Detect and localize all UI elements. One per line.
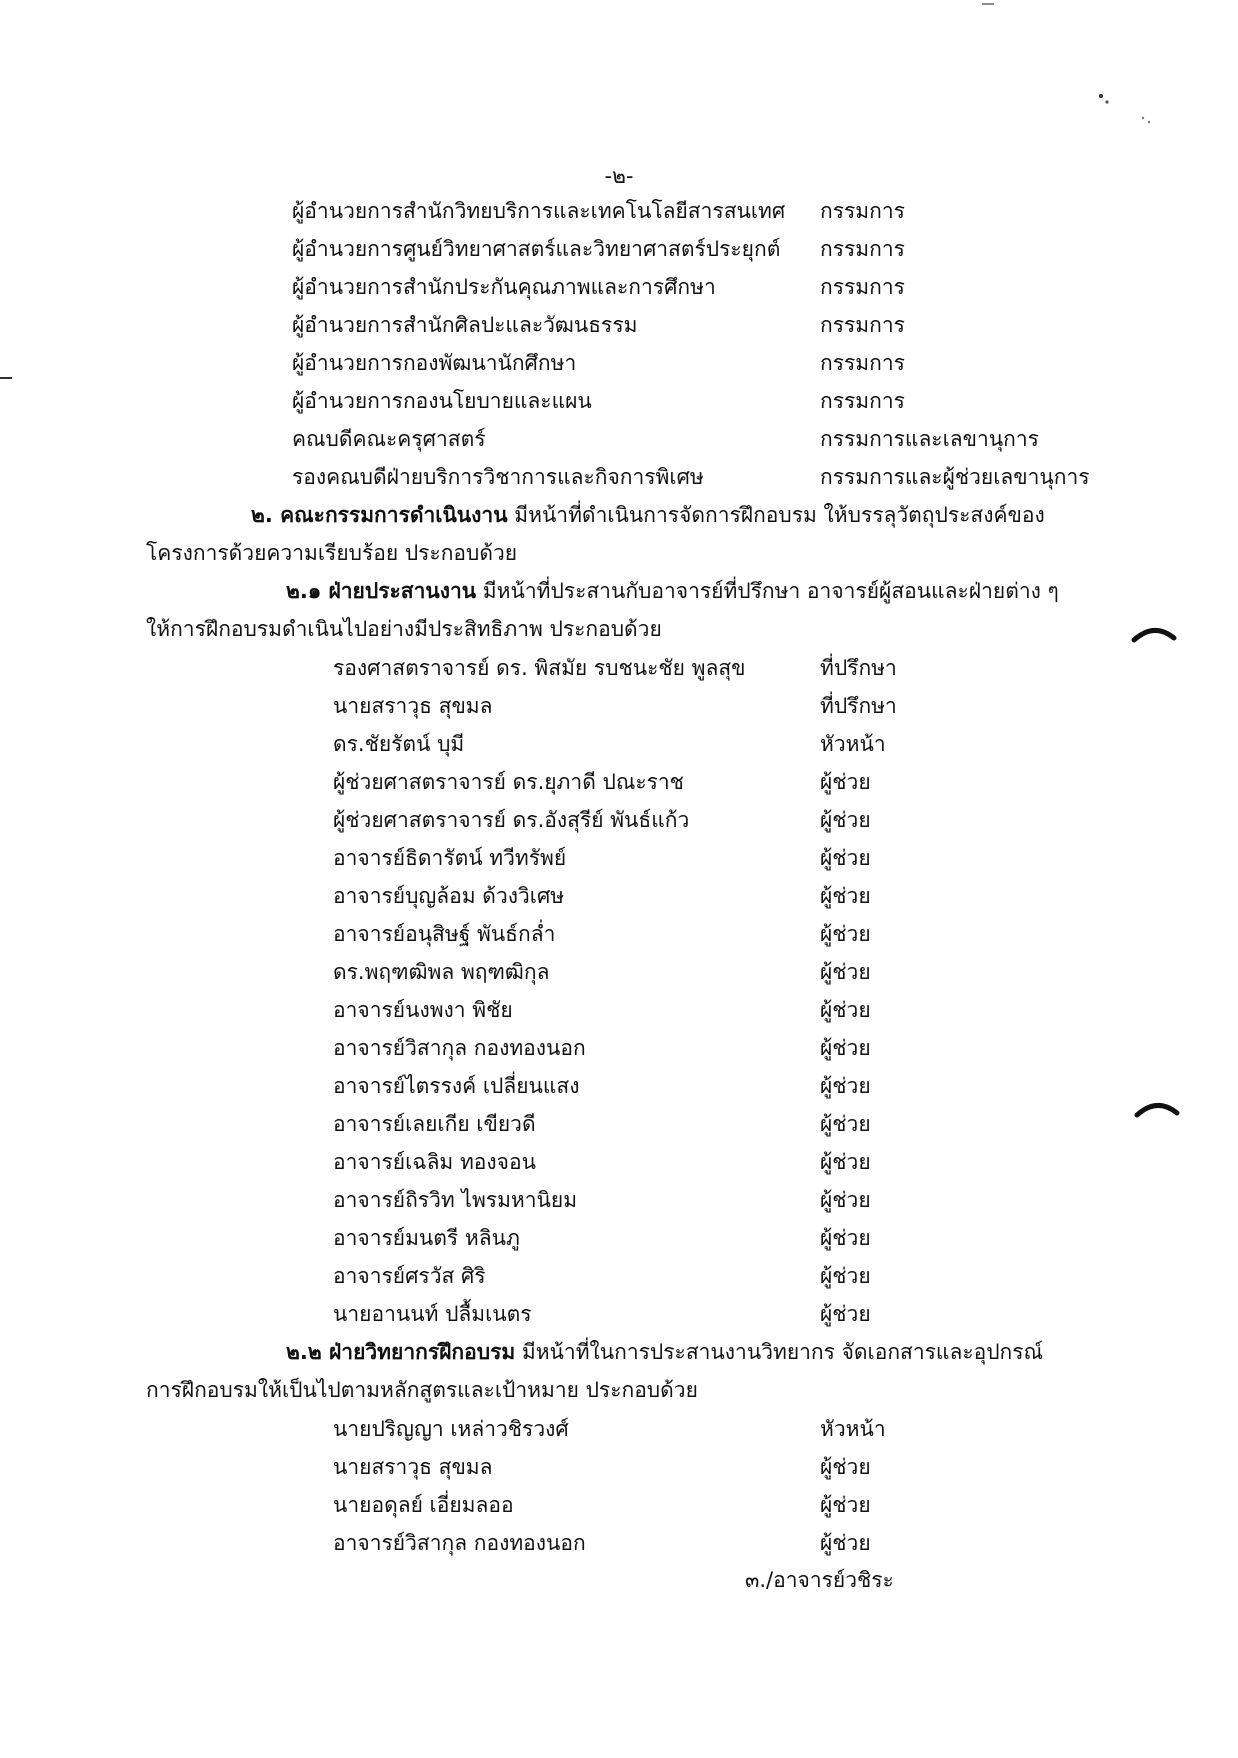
section-2-2-text: มีหน้าที่ในการประสานงานวิทยากร จัดเอกสารและอุปกรณ์ (515, 1340, 1044, 1364)
member-role: ผู้ช่วย (820, 808, 871, 832)
team-row (333, 1182, 893, 1218)
section-2-2-heading: ๒.๒ ฝ่ายวิทยากรฝึกอบรม (286, 1340, 516, 1364)
team-row (333, 1144, 893, 1180)
member-role: หัวหน้า (820, 732, 886, 756)
committee-row (292, 269, 1092, 305)
team-row (333, 1487, 893, 1523)
section-2-2-line-2: การฝึกอบรมให้เป็นไปตามหลักสูตรและเป้าหมาย ประกอบด้วย (146, 1378, 698, 1402)
section-2-2-line-1 (286, 1334, 1043, 1370)
member-name: ผู้อำนวยการศูนย์วิทยาศาสตร์และวิทยาศาสตร์ประยุกต์ (292, 237, 781, 261)
member-name: ดร.ชัยรัตน์ บุมี (333, 732, 465, 756)
section-2-1-line-1 (286, 573, 1059, 609)
section-2-1-text: มีหน้าที่ประสานกับอาจารย์ที่ปรึกษา อาจารย์ผู้สอนและฝ่ายต่าง ๆ (476, 579, 1059, 603)
member-name: อาจารย์ศรวัส ศิริ (333, 1264, 486, 1288)
member-role: ที่ปรึกษา (820, 656, 897, 680)
team-row (333, 1258, 893, 1294)
team-row (333, 1525, 893, 1561)
team-row (333, 1220, 893, 1256)
member-role: ผู้ช่วย (820, 1112, 871, 1136)
member-role: กรรมการ (820, 389, 905, 413)
member-role: ผู้ช่วย (820, 770, 871, 794)
team-row (333, 992, 893, 1028)
member-role: กรรมการ (820, 313, 905, 337)
member-role: ผู้ช่วย (820, 922, 871, 946)
committee-row (292, 345, 1092, 381)
committee-row (292, 193, 1092, 229)
team-row (333, 1030, 893, 1066)
team-row (333, 726, 893, 762)
member-role: กรรมการและเลขานุการ (820, 427, 1039, 451)
member-name: รองศาสตราจารย์ ดร. พิสมัย รบชนะชัย พูลสุข (333, 656, 746, 680)
member-name: อาจารย์วิสากุล กองทองนอก (333, 1036, 586, 1060)
member-name: ผู้อำนวยการกองนโยบายและแผน (292, 389, 592, 413)
member-name: ผู้ช่วยศาสตราจารย์ ดร.อังสุรีย์ พันธ์แก้ว (333, 808, 690, 832)
member-name: อาจารย์วิสากุล กองทองนอก (333, 1531, 586, 1555)
team-row (333, 878, 893, 914)
member-role: ผู้ช่วย (820, 1150, 871, 1174)
member-role: ผู้ช่วย (820, 1264, 871, 1288)
member-role: ผู้ช่วย (820, 998, 871, 1022)
member-role: กรรมการ (820, 199, 905, 223)
team-row (333, 688, 897, 724)
member-role: ผู้ช่วย (820, 960, 871, 984)
committee-row (292, 459, 1122, 495)
section-2-line-1 (251, 497, 1045, 533)
member-name: ผู้อำนวยการสำนักศิลปะและวัฒนธรรม (292, 313, 638, 337)
member-role: ผู้ช่วย (820, 1074, 871, 1098)
member-name: อาจารย์ไตรรงค์ เปลี่ยนแสง (333, 1074, 580, 1098)
member-role: ผู้ช่วย (820, 1188, 871, 1212)
member-role: ผู้ช่วย (820, 884, 871, 908)
member-name: ผู้อำนวยการกองพัฒนานักศึกษา (292, 351, 577, 375)
continuation-note: ๓./อาจารย์วชิระ (745, 1568, 894, 1592)
member-name: คณบดีคณะครุศาสตร์ (292, 427, 486, 451)
section-2-text: มีหน้าที่ดำเนินการจัดการฝึกอบรม ให้บรรลุวัตถุประสงค์ของ (507, 503, 1045, 527)
committee-row (292, 421, 1092, 457)
team-row (333, 1296, 893, 1332)
member-name: นายสราวุธ สุขมล (333, 694, 493, 718)
punch-hole-mark-icon (1130, 620, 1180, 650)
team-row (333, 840, 893, 876)
member-role: ผู้ช่วย (820, 1226, 871, 1250)
team-row (333, 954, 893, 990)
member-role: ผู้ช่วย (820, 1302, 871, 1326)
team-row (333, 764, 893, 800)
member-role: ผู้ช่วย (820, 846, 871, 870)
member-role: ผู้ช่วย (820, 1531, 871, 1555)
member-role: กรรมการ (820, 237, 905, 261)
member-name: อาจารย์เลยเกีย เขียวดี (333, 1112, 536, 1136)
section-2-line-2: โครงการด้วยความเรียบร้อย ประกอบด้วย (146, 541, 518, 565)
member-name: ผู้อำนวยการสำนักวิทยบริการและเทคโนโลยีสารสนเทศ (292, 199, 786, 223)
member-name: อาจารย์มนตรี หลินภู (333, 1226, 520, 1250)
member-name: อาจารย์นงพงา พิชัย (333, 998, 513, 1022)
team-row (333, 650, 897, 686)
scan-specks-icon (1095, 90, 1155, 130)
member-role: กรรมการ (820, 275, 905, 299)
committee-row (292, 307, 1092, 343)
member-name: ดร.พฤฑฒิพล พฤฑฒิกุล (333, 960, 550, 984)
team-row (333, 916, 893, 952)
committee-row (292, 383, 1092, 419)
team-row (333, 1411, 893, 1447)
member-role: หัวหน้า (820, 1417, 886, 1441)
member-name: นายสราวุธ สุขมล (333, 1455, 493, 1479)
page-number: -๒- (604, 164, 634, 188)
member-role: กรรมการและผู้ช่วยเลขานุการ (820, 465, 1090, 489)
member-name: นายปริญญา เหล่าวชิรวงศ์ (333, 1417, 569, 1441)
team-row (333, 802, 893, 838)
section-2-1-heading: ๒.๑ ฝ่ายประสานงาน (286, 579, 477, 603)
team-row (333, 1449, 893, 1485)
scan-top-dash-icon (980, 0, 1000, 8)
member-name: อาจารย์บุญล้อม ด้วงวิเศษ (333, 884, 565, 908)
member-name: อาจารย์ถิรวิท ไพรมหานิยม (333, 1188, 578, 1212)
member-role: ผู้ช่วย (820, 1036, 871, 1060)
member-name: นายอานนท์ ปลื้มเนตร (333, 1302, 532, 1326)
scan-dash-icon (0, 375, 14, 381)
member-name: ผู้อำนวยการสำนักประกันคุณภาพและการศึกษา (292, 275, 716, 299)
member-name: อาจารย์อนุสิษฐ์ พันธ์กล่ำ (333, 922, 556, 946)
section-2-1-line-2: ให้การฝึกอบรมดำเนินไปอย่างมีประสิทธิภาพ ประกอบด้วย (146, 617, 662, 641)
member-role: กรรมการ (820, 351, 905, 375)
member-name: นายอดุลย์ เอี่ยมลออ (333, 1493, 514, 1517)
member-role: ที่ปรึกษา (820, 694, 897, 718)
team-row (333, 1068, 893, 1104)
punch-hole-mark-icon (1133, 1095, 1183, 1125)
member-role: ผู้ช่วย (820, 1493, 871, 1517)
member-name: อาจารย์ธิดารัตน์ ทวีทรัพย์ (333, 846, 567, 870)
team-row (333, 1106, 893, 1142)
member-name: อาจารย์เฉลิม ทองจอน (333, 1150, 536, 1174)
section-2-heading: ๒. คณะกรรมการดำเนินงาน (251, 503, 508, 527)
committee-row (292, 231, 1092, 267)
member-name: ผู้ช่วยศาสตราจารย์ ดร.ยุภาดี ปณะราช (333, 770, 684, 794)
member-role: ผู้ช่วย (820, 1455, 871, 1479)
member-name: รองคณบดีฝ่ายบริการวิชาการและกิจการพิเศษ (292, 465, 704, 489)
